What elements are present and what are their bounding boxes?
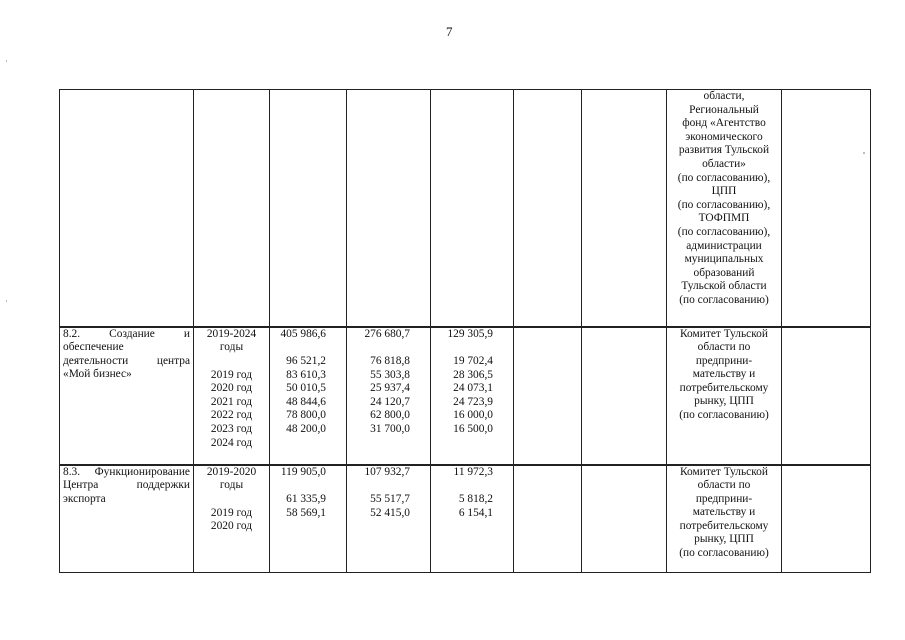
total-funding-year-value: 78 800,0 [286, 409, 326, 422]
responsible-line: области» [702, 157, 746, 170]
responsible-line: рынку, ЦПП [694, 533, 754, 546]
responsible-line: Комитет Тульской [680, 327, 768, 340]
federal-funding-cell [347, 465, 431, 573]
scan-mark [6, 60, 7, 62]
responsible-line: (по согласованию), [677, 198, 771, 211]
responsible-line: фонд «Агентство [682, 117, 766, 130]
total-funding-year-value: 83 610,3 [286, 368, 326, 381]
responsible-line: потребительскому [679, 519, 769, 532]
federal-funding-total: 107 932,7 [364, 465, 410, 478]
period-year: 2020 год [210, 520, 253, 533]
total-funding-total: 405 986,6 [280, 327, 326, 340]
total-funding-year-value: 58 569,1 [286, 506, 326, 519]
total-funding-year-value: 48 200,0 [286, 423, 326, 436]
period-year: 2021 год [210, 395, 253, 408]
responsible-line: образований [693, 266, 755, 279]
empty-cell [514, 90, 582, 327]
federal-funding-cell [347, 90, 431, 327]
measure-name: 8.2. Создание и обеспечение деятельности центра «Мой бизнес» [63, 327, 190, 381]
federal-funding-year-value: 62 800,0 [370, 409, 410, 422]
measure-name-cell [60, 327, 194, 465]
responsible-line: предприни- [695, 354, 753, 367]
regional-funding-year-value: 24 723,9 [453, 395, 493, 408]
total-funding-cell [270, 465, 347, 573]
regional-funding-year-value: 16 000,0 [453, 409, 493, 422]
total-funding-cell [270, 90, 347, 327]
period-year: 2019 год [210, 368, 253, 381]
federal-funding-year-value: 55 303,8 [370, 368, 410, 381]
program-table [59, 89, 871, 573]
responsible-line: (по согласованию), [677, 171, 771, 184]
scan-mark [863, 152, 865, 154]
regional-funding-year-value: 5 818,2 [458, 493, 493, 506]
responsible-line: (по согласованию), [677, 225, 771, 238]
responsible-line: Комитет Тульской [680, 465, 768, 478]
federal-funding-total: 276 680,7 [364, 327, 410, 340]
responsible-line: муниципальных [684, 253, 764, 266]
period-year: 2020 год [210, 382, 253, 395]
period-total: 2019-2020 годы [206, 465, 257, 492]
total-funding-year-value: 61 335,9 [286, 493, 326, 506]
responsible-line: (по согласованию) [679, 409, 769, 422]
period-year: 2024 год [210, 436, 253, 449]
empty-cell [782, 465, 871, 573]
responsible-line: экономического [685, 130, 763, 143]
empty-cell [514, 465, 582, 573]
federal-funding-year-value: 25 937,4 [370, 382, 410, 395]
federal-funding-year-value: 31 700,0 [370, 423, 410, 436]
responsible-line: рынку, ЦПП [694, 395, 754, 408]
table-row [60, 90, 871, 327]
responsible-cell [667, 90, 782, 327]
empty-cell [582, 90, 667, 327]
period-cell [194, 465, 270, 573]
period-cell [194, 327, 270, 465]
total-funding-cell [270, 327, 347, 465]
empty-cell [582, 465, 667, 573]
federal-funding-year-value: 52 415,0 [370, 506, 410, 519]
responsible-line: развития Тульской [678, 144, 770, 157]
regional-funding-year-value: 28 306,5 [453, 368, 493, 381]
total-funding-year-value: 96 521,2 [286, 355, 326, 368]
responsible-line: (по согласованию) [679, 547, 769, 560]
responsible-cell [667, 465, 782, 573]
responsible-line: ЦПП [711, 185, 737, 198]
period-year: 2022 год [210, 409, 253, 422]
regional-funding-cell [431, 465, 514, 573]
responsible-line: Тульской области [681, 280, 767, 293]
period-year: 2019 год [210, 506, 253, 519]
table-row [60, 327, 871, 465]
regional-funding-year-value: 16 500,0 [453, 423, 493, 436]
regional-funding-cell [431, 90, 514, 327]
empty-cell [782, 90, 871, 327]
responsible-line: (по согласованию) [679, 293, 769, 306]
responsible-line: администрации [686, 239, 762, 252]
total-funding-year-value: 50 010,5 [286, 382, 326, 395]
period-year: 2023 год [210, 423, 253, 436]
total-funding-year-value: 48 844,6 [286, 395, 326, 408]
responsible-line: Региональный [689, 103, 759, 116]
responsible-line: потребительскому [679, 381, 769, 394]
responsible-cell [667, 327, 782, 465]
federal-funding-year-value: 76 818,8 [370, 355, 410, 368]
regional-funding-total: 11 972,3 [453, 465, 493, 478]
responsible-line: предприни- [695, 492, 753, 505]
regional-funding-total: 129 305,9 [447, 327, 493, 340]
total-funding-total: 119 905,0 [280, 465, 326, 478]
responsible-line: мательству и [692, 368, 756, 381]
regional-funding-cell [431, 327, 514, 465]
responsible-line: области по [697, 479, 751, 492]
federal-funding-cell [347, 327, 431, 465]
measure-name-cell [60, 90, 194, 327]
empty-cell [582, 327, 667, 465]
regional-funding-year-value: 24 073,1 [453, 382, 493, 395]
measure-name: 8.3. Функционирование Центра поддержки экспорта [63, 465, 190, 505]
responsible-line: области по [697, 341, 751, 354]
empty-cell [782, 327, 871, 465]
regional-funding-year-value: 6 154,1 [458, 506, 493, 519]
responsible-line: мательству и [692, 506, 756, 519]
empty-cell [514, 327, 582, 465]
responsible-line: области, [703, 90, 745, 102]
period-cell [194, 90, 270, 327]
federal-funding-year-value: 55 517,7 [370, 493, 410, 506]
scan-mark [6, 300, 7, 302]
federal-funding-year-value: 24 120,7 [370, 395, 410, 408]
period-total: 2019-2024 годы [206, 327, 257, 354]
measure-name-cell [60, 465, 194, 573]
responsible-line: ТОФПМП [698, 212, 750, 225]
page-number: 7 [446, 24, 453, 39]
table-row [60, 465, 871, 573]
regional-funding-year-value: 19 702,4 [453, 355, 493, 368]
